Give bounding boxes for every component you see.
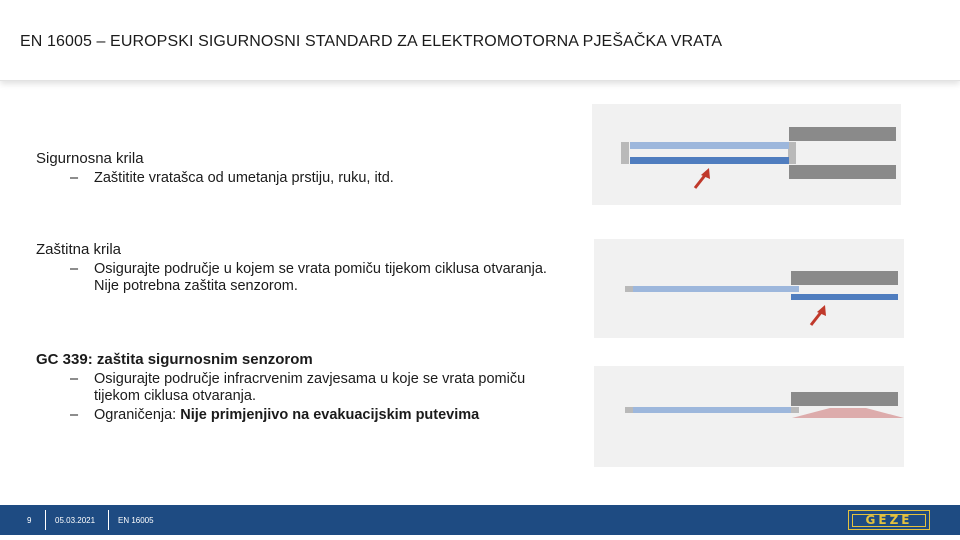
arrow-icon: [690, 166, 714, 192]
page-title: EN 16005 – EUROPSKI SIGURNOSNI STANDARD ZA ELEKTROMOTORNA PJEŠAČKA VRATA: [20, 33, 723, 50]
door-leaf-light: [633, 407, 791, 413]
footer-bar: [0, 505, 960, 535]
dash-marker: –: [70, 261, 79, 277]
section-safety-leaves: [36, 150, 556, 187]
geze-logo: [848, 510, 930, 530]
door-leaf-light: [630, 142, 789, 149]
door-leaf-dark: [791, 294, 898, 300]
bullet-item: – Ograničenja: Nije primjenjivo na evakuacijskim putevima: [70, 407, 480, 423]
jamb-left: [625, 286, 633, 292]
diagram-safety-leaves: [592, 104, 901, 205]
footer-divider: [108, 510, 109, 530]
logo-text: GEZE: [852, 514, 926, 527]
dash-marker: –: [70, 170, 79, 186]
diagram-protective-leaves: [594, 239, 904, 338]
jamb-left: [625, 407, 633, 413]
section-heading: GC 339: zaštita sigurnosnim senzorom: [36, 351, 313, 368]
footer-document-code: EN 16005: [118, 516, 154, 525]
footer-date: 05.03.2021: [55, 516, 96, 525]
bullet-item: – Osigurajte područje u kojem se vrata pomiču tijekom ciklusa otvaranja. Nije potrebna zaštita senzorom.: [70, 261, 547, 294]
section-heading: Zaštitna krila: [36, 241, 122, 258]
bullet-item: – Zaštitite vratašca od umetanja prstiju, ruku, itd.: [70, 170, 394, 186]
jamb-right: [788, 142, 796, 164]
door-leaf-light: [633, 286, 799, 292]
footer-divider: [45, 510, 46, 530]
wall-top: [791, 271, 898, 285]
dash-marker: –: [70, 407, 79, 423]
title-bar: [0, 0, 960, 81]
page-number: 9: [27, 516, 32, 525]
sensor-zone-icon: [790, 406, 906, 420]
section-protective-leaves: [36, 241, 556, 295]
bullet-item: – Osigurajte područje infracrvenim zavjesama u koje se vrata pomiču tijekom ciklusa otvaranja.: [70, 371, 526, 404]
wall-bottom: [789, 165, 896, 179]
wall-top: [791, 392, 898, 406]
dash-marker: –: [70, 371, 79, 387]
wall-top: [789, 127, 896, 141]
section-sensor-protection: [36, 351, 556, 424]
diagram-sensor-protection: [594, 366, 904, 467]
door-leaf-dark: [630, 157, 789, 164]
arrow-icon: [806, 303, 830, 329]
section-heading: Sigurnosna krila: [36, 150, 144, 167]
jamb-left: [621, 142, 629, 164]
